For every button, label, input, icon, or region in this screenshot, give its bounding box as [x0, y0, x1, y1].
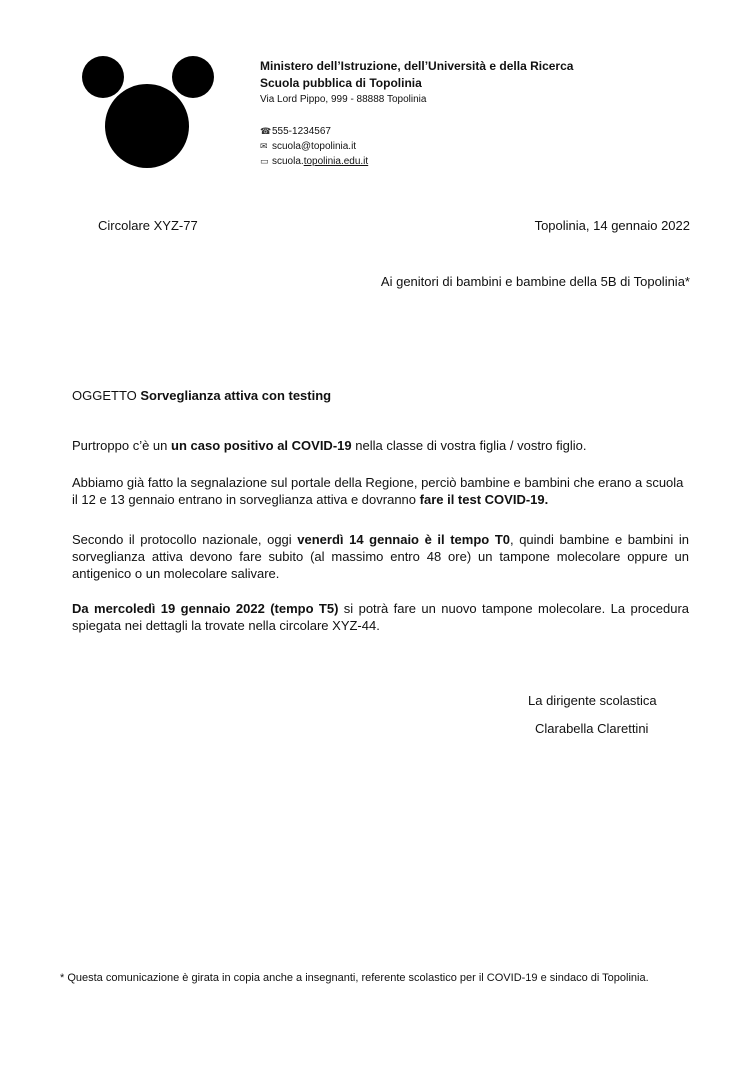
computer-icon: ▭ — [260, 156, 269, 166]
p4-text-b: si potrà fare un nuovo tampone molecolare. La procedura spiegata nei dettagli la trovate nella circolare XYZ-44. — [72, 601, 690, 633]
p3-text-a: Secondo il protocollo nazionale, oggi — [72, 532, 298, 547]
footnote: * Questa comunicazione è girata in copia anche a insegnanti, referente scolastico per il COVID-19 e sindaco di Topolinia. — [60, 972, 649, 984]
paragraph-3 — [72, 531, 689, 582]
website-link[interactable]: topolinia.edu.it — [303, 156, 369, 167]
paragraph-4 — [72, 600, 689, 634]
logo-left-ear — [82, 56, 124, 98]
fax-icon: ✉ — [260, 141, 268, 151]
school-logo — [80, 54, 216, 168]
paragraph-2 — [72, 474, 689, 508]
p3-text-c: , quindi bambine e bambini in sorveglianza attiva devono fare subito (al massimo entro 48 ore) un tampone molecolare oppure un antigenico o un molecolare salivare. — [72, 532, 690, 581]
signature-role: La dirigente scolastica — [528, 693, 657, 708]
phone-icon: ☎ — [260, 126, 272, 136]
phone-line — [260, 124, 368, 139]
subject-line — [72, 388, 331, 403]
subject-text: Sorveglianza attiva con testing — [140, 388, 332, 403]
school-address: Via Lord Pippo, 999 - 88888 Topolinia — [260, 94, 427, 105]
p1-bold: un caso positivo al COVID-19 — [171, 438, 352, 453]
school-name: Scuola pubblica di Topolinia — [260, 76, 422, 90]
subject-label: OGGETTO — [72, 388, 137, 403]
circular-number: Circolare XYZ-77 — [98, 218, 198, 233]
paragraph-1 — [72, 437, 689, 454]
p4-bold: Da mercoledì 19 gennaio 2022 (tempo T5) — [72, 601, 339, 616]
ministry-name: Ministero dell’Istruzione, dell’Università e della Ricerca — [260, 59, 574, 73]
logo-head — [105, 84, 189, 168]
p2-text-a: Abbiamo già fatto la segnalazione sul portale della Regione, perciò bambine e bambini che erano a scuola il 12 e 13 gennaio entrano in sorveglianza attiva e dovranno — [72, 475, 684, 507]
signature-name: Clarabella Clarettini — [535, 721, 649, 736]
p1-text-a: Purtroppo c’è un — [72, 438, 172, 453]
p1-text-c: nella classe di vostra figlia / vostro figlio. — [351, 438, 587, 453]
phone-number: 555-1234567 — [272, 126, 331, 137]
email-line — [260, 139, 368, 154]
logo-right-ear — [172, 56, 214, 98]
p2-bold: fare il test COVID-19. — [419, 492, 549, 507]
website-line — [260, 154, 368, 169]
email-address[interactable]: scuola@topolinia.it — [272, 141, 357, 152]
p3-bold: venerdì 14 gennaio è il tempo T0 — [297, 532, 510, 547]
recipients: Ai genitori di bambini e bambine della 5B di Topolinia* — [380, 274, 690, 289]
letterhead — [260, 58, 573, 108]
place-date: Topolinia, 14 gennaio 2022 — [534, 218, 690, 233]
website-prefix: scuola. — [272, 156, 304, 167]
contact-block — [260, 124, 368, 169]
